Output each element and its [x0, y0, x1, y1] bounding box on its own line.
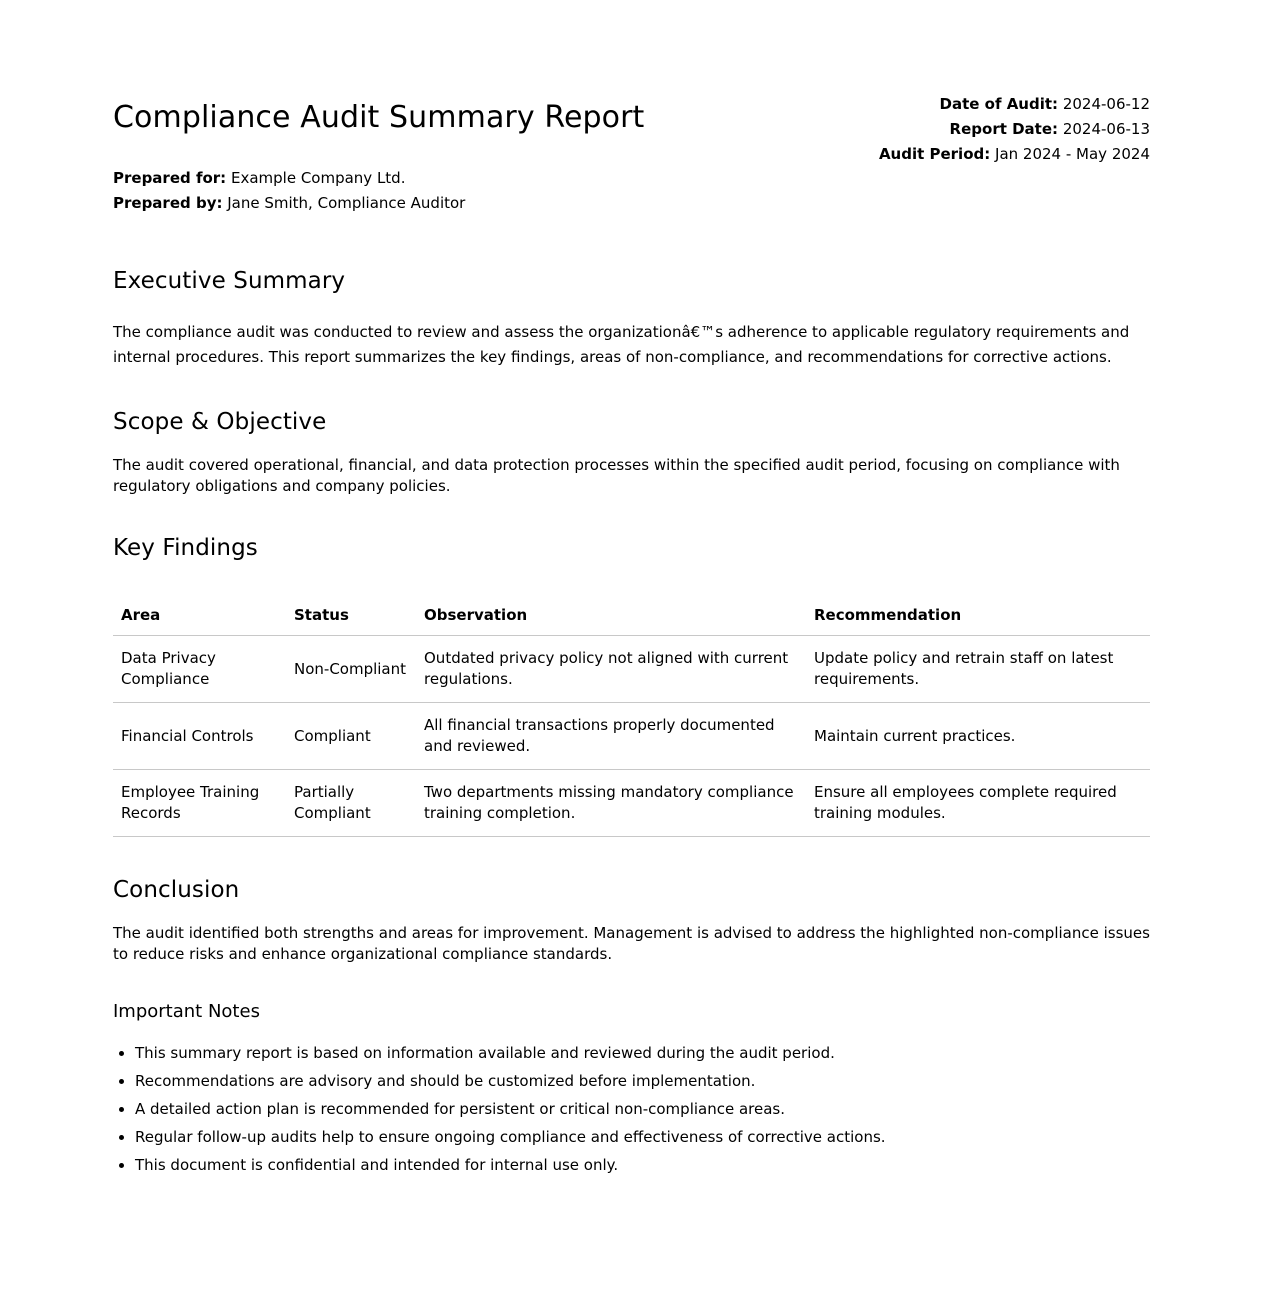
report-header: [113, 92, 1150, 242]
date-of-audit-label: Date of Audit:: [939, 95, 1059, 113]
scope-body: The audit covered operational, financial, and data protection processes within the specified audit period, focusing on compliance with regulatory obligations and company policies.: [113, 456, 1120, 495]
cell-area: Data Privacy Compliance: [113, 636, 286, 703]
key-findings-heading: Key Findings: [113, 535, 258, 561]
cell-area: Financial Controls: [113, 703, 286, 770]
page-title: Compliance Audit Summary Report: [113, 100, 645, 135]
audit-period-value: Jan 2024 - May 2024: [995, 145, 1150, 163]
executive-summary-body: The compliance audit was conducted to review and assess the organizationâ€™s adherence to applicable regulatory requirements and internal procedures. This report summarizes the key findings, areas of non-compliance, and recommendations for corrective actions.: [113, 323, 1130, 366]
cell-observation: All financial transactions properly documented and reviewed.: [416, 703, 806, 770]
list-item: • Recommendations are advisory and should be customized before implementation.: [135, 1067, 1150, 1095]
report-meta: [879, 92, 1150, 167]
cell-status: Compliant: [286, 703, 416, 770]
table-row: [113, 703, 1150, 770]
important-notes-heading: Important Notes: [113, 1001, 260, 1022]
conclusion-heading: Conclusion: [113, 877, 240, 903]
report-date-line: [879, 117, 1150, 142]
cell-area: Employee Training Records: [113, 770, 286, 837]
date-of-audit-line: [879, 92, 1150, 117]
cell-recommendation: Update policy and retrain staff on latest requirements.: [806, 636, 1150, 703]
table-row: [113, 636, 1150, 703]
audit-period-line: [879, 142, 1150, 167]
executive-summary-heading: Executive Summary: [113, 268, 346, 294]
column-header-observation: Observation: [416, 595, 806, 636]
list-item: • This document is confidential and intended for internal use only.: [135, 1151, 1150, 1179]
prepared-for-value: Example Company Ltd.: [230, 169, 406, 187]
prepared-info: [113, 166, 465, 216]
prepared-for-line: [113, 166, 465, 191]
conclusion-body: The audit identified both strengths and areas for improvement. Management is advised to address the highlighted non-compliance issues to reduce risks and enhance organizational compliance standards.: [113, 924, 1150, 963]
list-item: • Regular follow-up audits help to ensure ongoing compliance and effectiveness of corrective actions.: [135, 1123, 1150, 1151]
cell-status: Non-Compliant: [286, 636, 416, 703]
prepared-by-value: Jane Smith, Compliance Auditor: [227, 194, 466, 212]
date-of-audit-value: 2024-06-12: [1062, 95, 1150, 113]
list-item: • This summary report is based on information available and reviewed during the audit period.: [135, 1039, 1150, 1067]
table-header-row: [113, 595, 1150, 636]
table-row: [113, 770, 1150, 837]
list-item: • A detailed action plan is recommended for persistent or critical non-compliance areas.: [135, 1095, 1150, 1123]
column-header-recommendation: Recommendation: [806, 595, 1150, 636]
findings-table: [113, 595, 1150, 837]
prepared-by-line: [113, 191, 465, 216]
report-date-label: Report Date:: [949, 120, 1059, 138]
scope-heading: Scope & Objective: [113, 409, 327, 435]
cell-status: Partially Compliant: [286, 770, 416, 837]
report-date-value: 2024-06-13: [1062, 120, 1150, 138]
important-notes-list: [113, 1039, 1150, 1179]
column-header-status: Status: [286, 595, 416, 636]
cell-observation: Outdated privacy policy not aligned with current regulations.: [416, 636, 806, 703]
cell-recommendation: Ensure all employees complete required training modules.: [806, 770, 1150, 837]
prepared-by-label: Prepared by:: [113, 194, 223, 212]
cell-observation: Two departments missing mandatory compliance training completion.: [416, 770, 806, 837]
audit-period-label: Audit Period:: [878, 145, 991, 163]
column-header-area: Area: [113, 595, 286, 636]
prepared-for-label: Prepared for:: [113, 169, 227, 187]
cell-recommendation: Maintain current practices.: [806, 703, 1150, 770]
report-page: [113, 0, 1150, 1179]
